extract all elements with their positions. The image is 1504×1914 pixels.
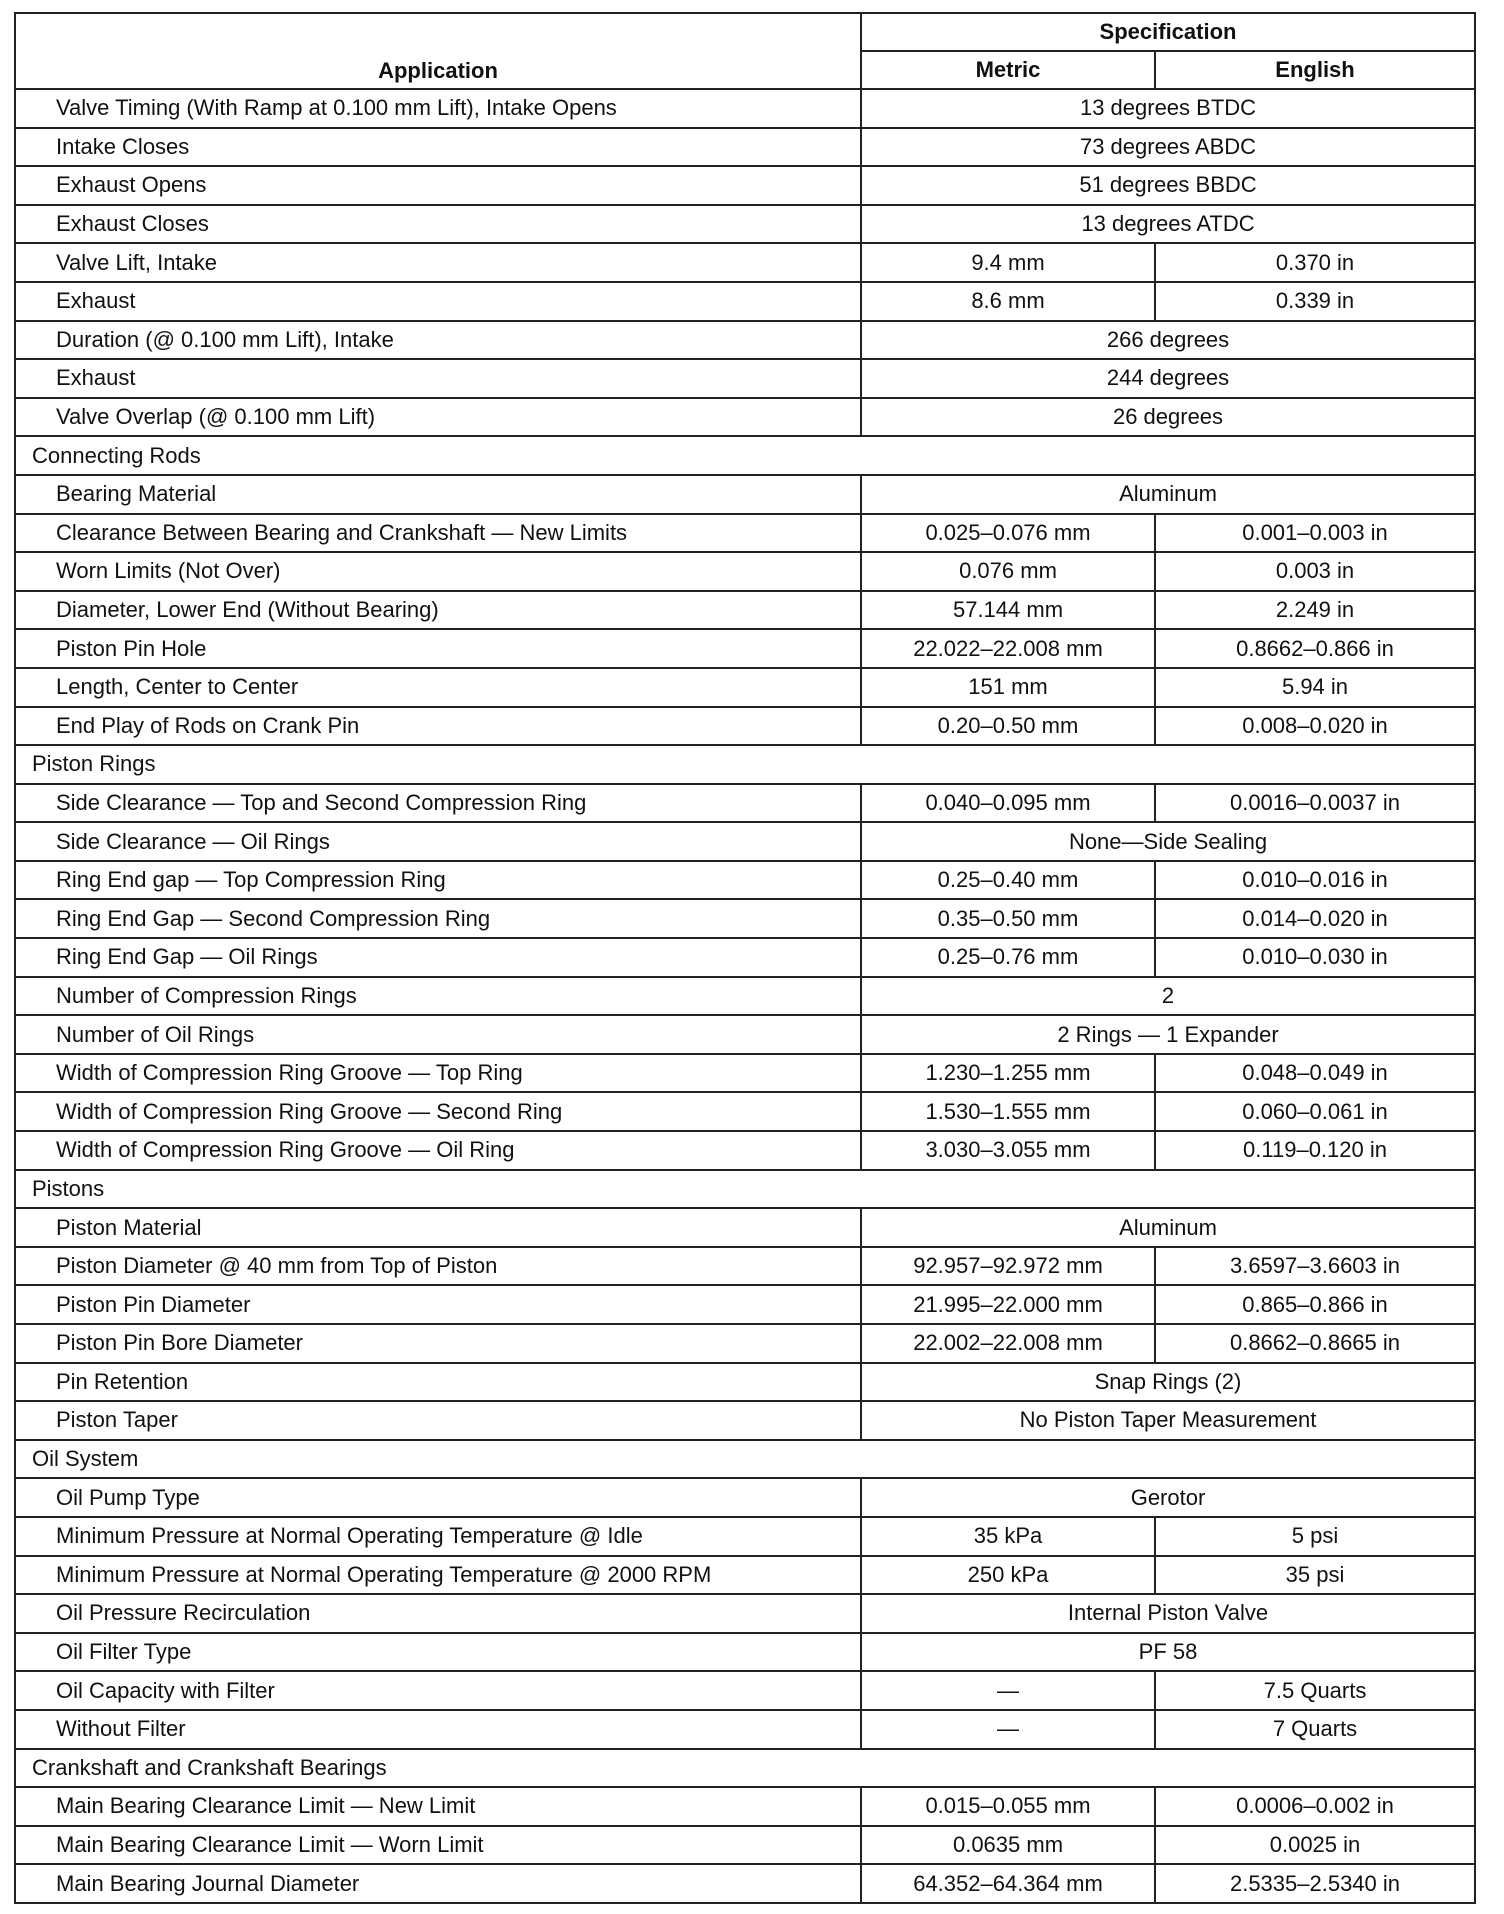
- english-value-cell: 0.0025 in: [1155, 1826, 1475, 1865]
- english-value-cell: 0.010–0.016 in: [1155, 861, 1475, 900]
- application-cell: Intake Closes: [15, 128, 861, 167]
- table-header: [15, 13, 1475, 89]
- application-cell: Piston Material: [15, 1208, 861, 1247]
- table-row: [15, 89, 1475, 128]
- application-cell: End Play of Rods on Crank Pin: [15, 707, 861, 746]
- table-row: [15, 359, 1475, 398]
- application-cell: Diameter, Lower End (Without Bearing): [15, 591, 861, 630]
- english-value-cell: 7.5 Quarts: [1155, 1671, 1475, 1710]
- application-cell: Worn Limits (Not Over): [15, 552, 861, 591]
- metric-value-cell: 9.4 mm: [861, 243, 1155, 282]
- application-cell: Without Filter: [15, 1710, 861, 1749]
- table-row: [15, 398, 1475, 437]
- metric-value-cell: 0.20–0.50 mm: [861, 707, 1155, 746]
- application-cell: Minimum Pressure at Normal Operating Temperature @ 2000 RPM: [15, 1556, 861, 1595]
- table-row: [15, 938, 1475, 977]
- english-value-cell: 0.060–0.061 in: [1155, 1092, 1475, 1131]
- application-cell: Piston Diameter @ 40 mm from Top of Piston: [15, 1247, 861, 1286]
- section-heading: Pistons: [15, 1170, 1475, 1209]
- table-row: [15, 1517, 1475, 1556]
- table-row: [15, 977, 1475, 1016]
- english-value-cell: 2.5335–2.5340 in: [1155, 1864, 1475, 1903]
- table-row: [15, 629, 1475, 668]
- metric-header: Metric: [861, 51, 1155, 89]
- metric-value-cell: 64.352–64.364 mm: [861, 1864, 1155, 1903]
- english-value-cell: 0.8662–0.866 in: [1155, 629, 1475, 668]
- application-cell: Piston Pin Diameter: [15, 1285, 861, 1324]
- section-row: [15, 1170, 1475, 1209]
- table-row: [15, 1671, 1475, 1710]
- application-cell: Width of Compression Ring Groove — Oil Ring: [15, 1131, 861, 1170]
- metric-value-cell: —: [861, 1710, 1155, 1749]
- spec-value-cell: 2: [861, 977, 1475, 1016]
- application-cell: Oil Pressure Recirculation: [15, 1594, 861, 1633]
- spec-value-cell: Gerotor: [861, 1478, 1475, 1517]
- application-cell: Piston Pin Hole: [15, 629, 861, 668]
- specification-header: Specification: [861, 13, 1475, 51]
- table-row: [15, 1363, 1475, 1402]
- table-body: [15, 89, 1475, 1903]
- table-row: [15, 591, 1475, 630]
- metric-value-cell: 250 kPa: [861, 1556, 1155, 1595]
- english-value-cell: 0.010–0.030 in: [1155, 938, 1475, 977]
- table-row: [15, 1247, 1475, 1286]
- application-cell: Ring End Gap — Second Compression Ring: [15, 899, 861, 938]
- application-cell: Clearance Between Bearing and Crankshaft — New Limits: [15, 514, 861, 553]
- english-value-cell: 0.865–0.866 in: [1155, 1285, 1475, 1324]
- section-row: [15, 1749, 1475, 1788]
- application-header: Application: [15, 13, 861, 89]
- metric-value-cell: 0.0635 mm: [861, 1826, 1155, 1865]
- application-cell: Exhaust: [15, 359, 861, 398]
- metric-value-cell: 0.25–0.40 mm: [861, 861, 1155, 900]
- application-cell: Number of Oil Rings: [15, 1015, 861, 1054]
- table-row: [15, 1054, 1475, 1093]
- application-cell: Valve Timing (With Ramp at 0.100 mm Lift), Intake Opens: [15, 89, 861, 128]
- table-row: [15, 475, 1475, 514]
- table-row: [15, 1478, 1475, 1517]
- table-row: [15, 205, 1475, 244]
- section-heading: Connecting Rods: [15, 436, 1475, 475]
- metric-value-cell: 3.030–3.055 mm: [861, 1131, 1155, 1170]
- metric-value-cell: 21.995–22.000 mm: [861, 1285, 1155, 1324]
- metric-value-cell: 0.25–0.76 mm: [861, 938, 1155, 977]
- application-cell: Main Bearing Clearance Limit — Worn Limit: [15, 1826, 861, 1865]
- application-cell: Ring End gap — Top Compression Ring: [15, 861, 861, 900]
- specification-table: [14, 12, 1476, 1904]
- spec-value-cell: 26 degrees: [861, 398, 1475, 437]
- table-row: [15, 1131, 1475, 1170]
- application-cell: Exhaust: [15, 282, 861, 321]
- table-row: [15, 1864, 1475, 1903]
- metric-value-cell: 8.6 mm: [861, 282, 1155, 321]
- metric-value-cell: 1.530–1.555 mm: [861, 1092, 1155, 1131]
- spec-value-cell: None—Side Sealing: [861, 822, 1475, 861]
- section-heading: Oil System: [15, 1440, 1475, 1479]
- metric-value-cell: 0.35–0.50 mm: [861, 899, 1155, 938]
- english-value-cell: 0.0016–0.0037 in: [1155, 784, 1475, 823]
- spec-value-cell: 244 degrees: [861, 359, 1475, 398]
- application-cell: Oil Filter Type: [15, 1633, 861, 1672]
- spec-value-cell: No Piston Taper Measurement: [861, 1401, 1475, 1440]
- spec-value-cell: 266 degrees: [861, 321, 1475, 360]
- table-row: [15, 899, 1475, 938]
- section-heading: Crankshaft and Crankshaft Bearings: [15, 1749, 1475, 1788]
- section-row: [15, 436, 1475, 475]
- metric-value-cell: 0.076 mm: [861, 552, 1155, 591]
- table-row: [15, 1710, 1475, 1749]
- metric-value-cell: 22.022–22.008 mm: [861, 629, 1155, 668]
- english-value-cell: 0.370 in: [1155, 243, 1475, 282]
- table-row: [15, 1208, 1475, 1247]
- application-cell: Number of Compression Rings: [15, 977, 861, 1016]
- table-row: [15, 861, 1475, 900]
- spec-value-cell: 13 degrees BTDC: [861, 89, 1475, 128]
- table-row: [15, 1324, 1475, 1363]
- spec-value-cell: Aluminum: [861, 1208, 1475, 1247]
- english-value-cell: 5 psi: [1155, 1517, 1475, 1556]
- application-cell: Minimum Pressure at Normal Operating Temperature @ Idle: [15, 1517, 861, 1556]
- english-value-cell: 0.008–0.020 in: [1155, 707, 1475, 746]
- metric-value-cell: 1.230–1.255 mm: [861, 1054, 1155, 1093]
- section-row: [15, 1440, 1475, 1479]
- english-value-cell: 2.249 in: [1155, 591, 1475, 630]
- application-cell: Oil Pump Type: [15, 1478, 861, 1517]
- english-value-cell: 0.339 in: [1155, 282, 1475, 321]
- english-value-cell: 3.6597–3.6603 in: [1155, 1247, 1475, 1286]
- table-row: [15, 784, 1475, 823]
- metric-value-cell: —: [861, 1671, 1155, 1710]
- english-value-cell: 0.014–0.020 in: [1155, 899, 1475, 938]
- application-cell: Pin Retention: [15, 1363, 861, 1402]
- application-cell: Exhaust Closes: [15, 205, 861, 244]
- application-cell: Oil Capacity with Filter: [15, 1671, 861, 1710]
- section-row: [15, 745, 1475, 784]
- english-header: English: [1155, 51, 1475, 89]
- application-cell: Piston Pin Bore Diameter: [15, 1324, 861, 1363]
- english-value-cell: 0.048–0.049 in: [1155, 1054, 1475, 1093]
- table-row: [15, 514, 1475, 553]
- english-value-cell: 0.0006–0.002 in: [1155, 1787, 1475, 1826]
- english-value-cell: 5.94 in: [1155, 668, 1475, 707]
- english-value-cell: 0.003 in: [1155, 552, 1475, 591]
- metric-value-cell: 0.015–0.055 mm: [861, 1787, 1155, 1826]
- spec-value-cell: 2 Rings — 1 Expander: [861, 1015, 1475, 1054]
- table-row: [15, 552, 1475, 591]
- section-heading: Piston Rings: [15, 745, 1475, 784]
- spec-value-cell: 13 degrees ATDC: [861, 205, 1475, 244]
- application-cell: Width of Compression Ring Groove — Second Ring: [15, 1092, 861, 1131]
- table-row: [15, 1015, 1475, 1054]
- spec-value-cell: 51 degrees BBDC: [861, 166, 1475, 205]
- application-cell: Side Clearance — Top and Second Compression Ring: [15, 784, 861, 823]
- table-row: [15, 243, 1475, 282]
- table-row: [15, 668, 1475, 707]
- spec-value-cell: Aluminum: [861, 475, 1475, 514]
- english-value-cell: 7 Quarts: [1155, 1710, 1475, 1749]
- metric-value-cell: 92.957–92.972 mm: [861, 1247, 1155, 1286]
- application-cell: Bearing Material: [15, 475, 861, 514]
- application-cell: Ring End Gap — Oil Rings: [15, 938, 861, 977]
- table-row: [15, 822, 1475, 861]
- application-cell: Main Bearing Clearance Limit — New Limit: [15, 1787, 861, 1826]
- application-cell: Valve Lift, Intake: [15, 243, 861, 282]
- application-cell: Side Clearance — Oil Rings: [15, 822, 861, 861]
- application-cell: Duration (@ 0.100 mm Lift), Intake: [15, 321, 861, 360]
- application-cell: Piston Taper: [15, 1401, 861, 1440]
- application-cell: Length, Center to Center: [15, 668, 861, 707]
- table-row: [15, 1401, 1475, 1440]
- table-row: [15, 282, 1475, 321]
- table-row: [15, 1285, 1475, 1324]
- application-cell: Exhaust Opens: [15, 166, 861, 205]
- table-row: [15, 1633, 1475, 1672]
- spec-value-cell: PF 58: [861, 1633, 1475, 1672]
- application-cell: Valve Overlap (@ 0.100 mm Lift): [15, 398, 861, 437]
- english-value-cell: 0.8662–0.8665 in: [1155, 1324, 1475, 1363]
- metric-value-cell: 0.040–0.095 mm: [861, 784, 1155, 823]
- table-row: [15, 1826, 1475, 1865]
- metric-value-cell: 35 kPa: [861, 1517, 1155, 1556]
- table-row: [15, 707, 1475, 746]
- metric-value-cell: 22.002–22.008 mm: [861, 1324, 1155, 1363]
- metric-value-cell: 0.025–0.076 mm: [861, 514, 1155, 553]
- table-row: [15, 166, 1475, 205]
- table-row: [15, 1092, 1475, 1131]
- english-value-cell: 35 psi: [1155, 1556, 1475, 1595]
- metric-value-cell: 151 mm: [861, 668, 1155, 707]
- spec-value-cell: Internal Piston Valve: [861, 1594, 1475, 1633]
- english-value-cell: 0.001–0.003 in: [1155, 514, 1475, 553]
- table-row: [15, 1787, 1475, 1826]
- metric-value-cell: 57.144 mm: [861, 591, 1155, 630]
- application-cell: Width of Compression Ring Groove — Top Ring: [15, 1054, 861, 1093]
- english-value-cell: 0.119–0.120 in: [1155, 1131, 1475, 1170]
- table-row: [15, 321, 1475, 360]
- table-row: [15, 1556, 1475, 1595]
- application-cell: Main Bearing Journal Diameter: [15, 1864, 861, 1903]
- table-row: [15, 1594, 1475, 1633]
- spec-value-cell: 73 degrees ABDC: [861, 128, 1475, 167]
- spec-value-cell: Snap Rings (2): [861, 1363, 1475, 1402]
- table-row: [15, 128, 1475, 167]
